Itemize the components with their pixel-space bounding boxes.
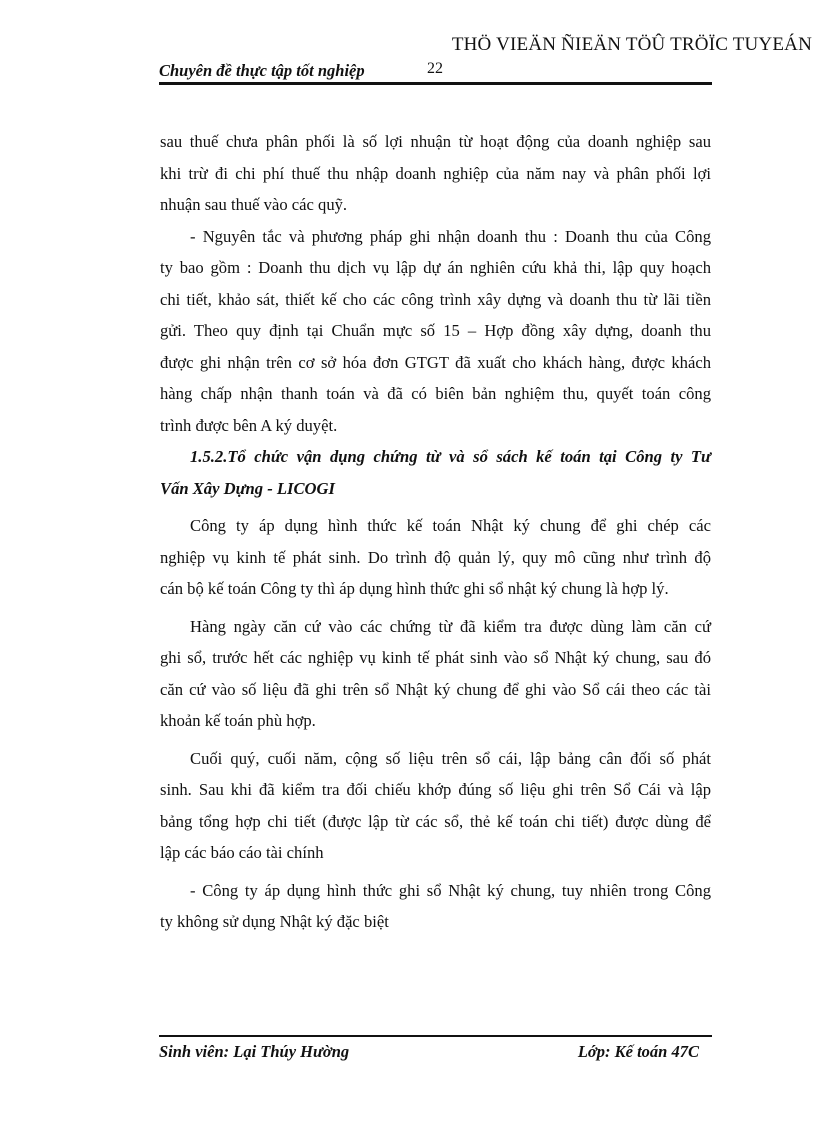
footer-rule	[159, 1035, 712, 1037]
text-line: 1.5.2.Tổ chức vận dụng chứng từ và sổ sách kế toán tại Công ty Tư	[190, 447, 711, 466]
text-line: chi tiết, khảo sát, thiết kế cho các công trình xây dựng và doanh thu từ lãi tiền	[160, 289, 711, 309]
text-line: bảng tổng hợp chi tiết (được lập từ các sổ, thẻ kế toán chi tiết) được dùng để	[160, 811, 711, 831]
paragraph	[160, 743, 711, 869]
section-heading	[160, 441, 711, 504]
text-line: lập các báo cáo tài chính	[160, 843, 324, 862]
page-number: 22	[427, 60, 443, 77]
text-line: khi trừ đi chi phí thuế thu nhập doanh nghiệp của năm nay và phân phối lợi	[160, 163, 711, 183]
header-rule	[159, 82, 712, 85]
text-line: căn cứ vào số liệu đã ghi trên sổ Nhật ký chung để ghi vào Sổ cái theo các tài	[160, 679, 711, 699]
document-body	[160, 126, 711, 938]
header-title: Chuyên đề thực tập tốt nghiệp	[159, 61, 365, 80]
text-line: - Nguyên tắc và phương pháp ghi nhận doanh thu : Doanh thu của Công	[190, 226, 711, 246]
text-line: Vấn Xây Dựng - LICOGI	[160, 478, 335, 498]
text-line: được ghi nhận trên cơ sở hóa đơn GTGT đã xuất cho khách hàng, được khách	[160, 352, 711, 372]
text-line: ty không sử dụng Nhật ký đặc biệt	[160, 912, 389, 931]
text-line: ty bao gồm : Doanh thu dịch vụ lập dự án nghiên cứu khả thi, lập quy hoạch	[160, 258, 711, 277]
text-line: cán bộ kế toán Công ty thì áp dụng hình thức ghi sổ nhật ký chung là hợp lý.	[160, 579, 669, 598]
paragraph	[160, 126, 711, 221]
text-line: Hàng ngày căn cứ vào các chứng từ đã kiểm tra được dùng làm căn cứ	[190, 616, 711, 636]
paragraph	[160, 875, 711, 938]
paragraph	[160, 221, 711, 442]
watermark-text: THÖ VIEÄN ÑIEÄN TÖÛ TRÖÏC TUYEÁN	[451, 34, 812, 55]
text-line: nhuận sau thuế vào các quỹ.	[160, 195, 348, 214]
paragraph	[160, 510, 711, 605]
text-line: nghiệp vụ kinh tế phát sinh. Do trình độ quản lý, quy mô cũng như trình độ	[160, 547, 711, 567]
text-line: ghi sổ, trước hết các nghiệp vụ kinh tế phát sinh vào sổ Nhật ký chung, sau đó	[160, 648, 711, 667]
text-line: Cuối quý, cuối năm, cộng số liệu trên sổ cái, lập bảng cân đối số phát	[190, 748, 711, 768]
footer-class: Lớp: Kế toán 47C	[577, 1042, 699, 1061]
footer-student: Sinh viên: Lại Thúy Hường	[159, 1042, 350, 1061]
text-line: khoản kế toán phù hợp.	[160, 711, 316, 730]
text-line: sinh. Sau khi đã kiểm tra đối chiếu khớp đúng số liệu ghi trên Sổ Cái và lập	[160, 780, 711, 799]
text-line: Công ty áp dụng hình thức kế toán Nhật ký chung để ghi chép các	[190, 516, 711, 535]
text-line: trình được bên A ký duyệt.	[160, 415, 338, 435]
text-line: - Công ty áp dụng hình thức ghi sổ Nhật ký chung, tuy nhiên trong Công	[190, 880, 711, 900]
paragraph	[160, 611, 711, 737]
text-line: gửi. Theo quy định tại Chuẩn mực số 15 – Hợp đồng xây dựng, doanh thu	[160, 321, 711, 340]
text-line: sau thuế chưa phân phối là số lợi nhuận từ hoạt động của doanh nghiệp sau	[160, 132, 711, 151]
text-line: hàng chấp nhận thanh toán và đã có biên bản nghiệm thu, quyết toán công	[160, 384, 711, 403]
